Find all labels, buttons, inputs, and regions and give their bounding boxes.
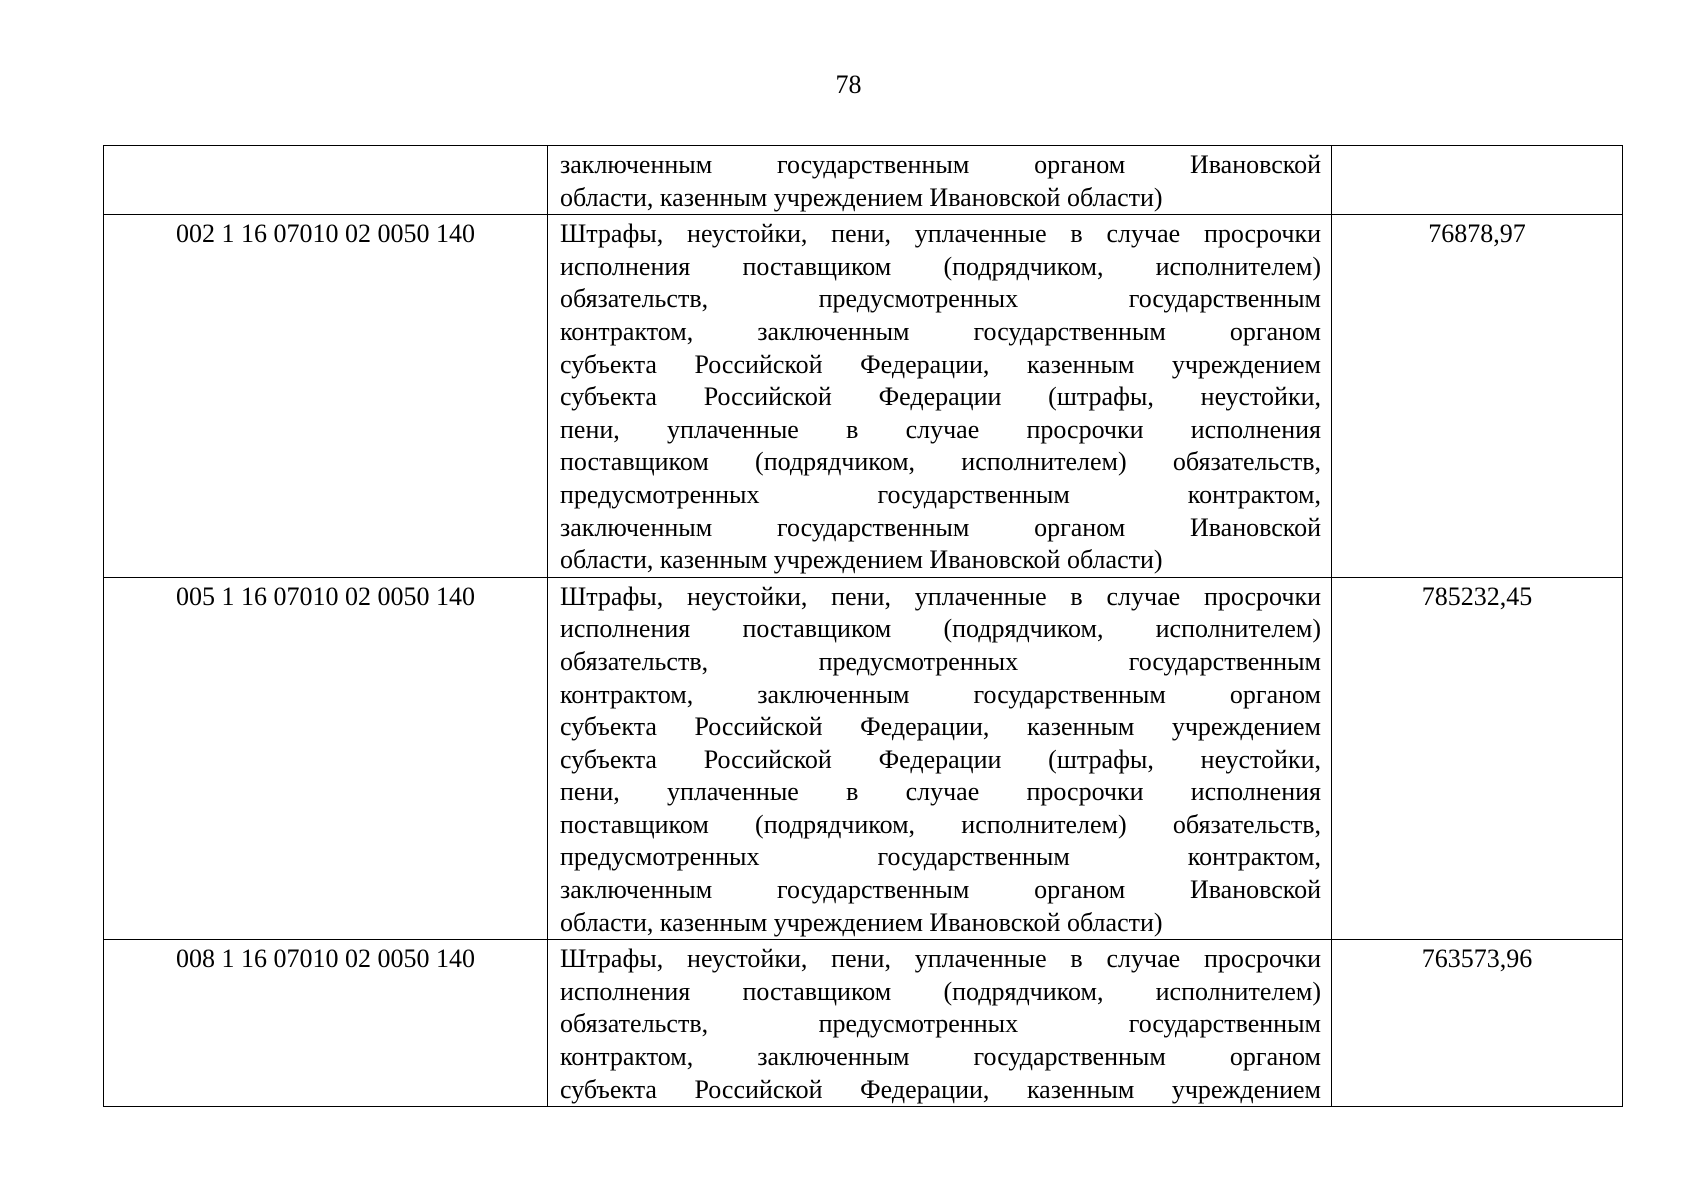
table-row [104, 940, 1623, 1107]
description-line: предусмотренных государственным контрактом, [560, 842, 1321, 872]
table-row [104, 577, 1623, 940]
description-line: контрактом, заключенным государственным органом [560, 316, 1321, 346]
amount [1332, 146, 1623, 215]
budget-code [104, 146, 548, 215]
description-line: предусмотренных государственным контрактом, [560, 479, 1321, 509]
description-line: субъекта Российской Федерации, казенным учреждением [560, 712, 1321, 742]
budget-code: 002 1 16 07010 02 0050 140 [104, 215, 548, 578]
amount: 763573,96 [1332, 940, 1623, 1107]
description-line: субъекта Российской Федерации (штрафы, неустойки, [560, 382, 1321, 412]
amount: 76878,97 [1332, 215, 1623, 578]
description-line: заключенным государственным органом Ивановской [560, 875, 1321, 905]
description-line: области, казенным учреждением Ивановской области) [560, 907, 1163, 937]
table-row [104, 215, 1623, 578]
description-line: обязательств, предусмотренных государственным [560, 646, 1321, 676]
budget-code: 005 1 16 07010 02 0050 140 [104, 577, 548, 940]
description-line: области, казенным учреждением Ивановской области) [560, 545, 1163, 575]
description-line: субъекта Российской Федерации, казенным учреждением [560, 349, 1321, 379]
description-line: Штрафы, неустойки, пени, уплаченные в случае просрочки [560, 219, 1321, 249]
description-line: поставщиком (подрядчиком, исполнителем) обязательств, [560, 447, 1321, 477]
table-row [104, 146, 1623, 215]
budget-code: 008 1 16 07010 02 0050 140 [104, 940, 548, 1107]
description [548, 215, 1332, 578]
description-line: обязательств, предусмотренных государственным [560, 284, 1321, 314]
description-line: поставщиком (подрядчиком, исполнителем) обязательств, [560, 809, 1321, 839]
description-line: субъекта Российской Федерации, казенным учреждением [560, 1074, 1321, 1104]
description-line: области, казенным учреждением Ивановской области) [560, 182, 1163, 212]
description-line: Штрафы, неустойки, пени, уплаченные в случае просрочки [560, 944, 1321, 974]
description-line: исполнения поставщиком (подрядчиком, исполнителем) [560, 251, 1321, 281]
description-line: пени, уплаченные в случае просрочки исполнения [560, 414, 1321, 444]
description-line: исполнения поставщиком (подрядчиком, исполнителем) [560, 614, 1321, 644]
description-line: заключенным государственным органом Ивановской [560, 150, 1321, 179]
description-line: заключенным государственным органом Ивановской [560, 512, 1321, 542]
description-line: обязательств, предусмотренных государственным [560, 1009, 1321, 1039]
description [548, 577, 1332, 940]
description-line: субъекта Российской Федерации (штрафы, неустойки, [560, 744, 1321, 774]
amount: 785232,45 [1332, 577, 1623, 940]
description-line: контрактом, заключенным государственным органом [560, 1042, 1321, 1072]
description-line: Штрафы, неустойки, пени, уплаченные в случае просрочки [560, 581, 1321, 611]
description [548, 146, 1332, 215]
description [548, 940, 1332, 1107]
page-number: 78 [835, 70, 862, 99]
revenue-table [103, 145, 1623, 1107]
description-line: исполнения поставщиком (подрядчиком, исполнителем) [560, 976, 1321, 1006]
description-line: пени, уплаченные в случае просрочки исполнения [560, 777, 1321, 807]
description-line: контрактом, заключенным государственным органом [560, 679, 1321, 709]
